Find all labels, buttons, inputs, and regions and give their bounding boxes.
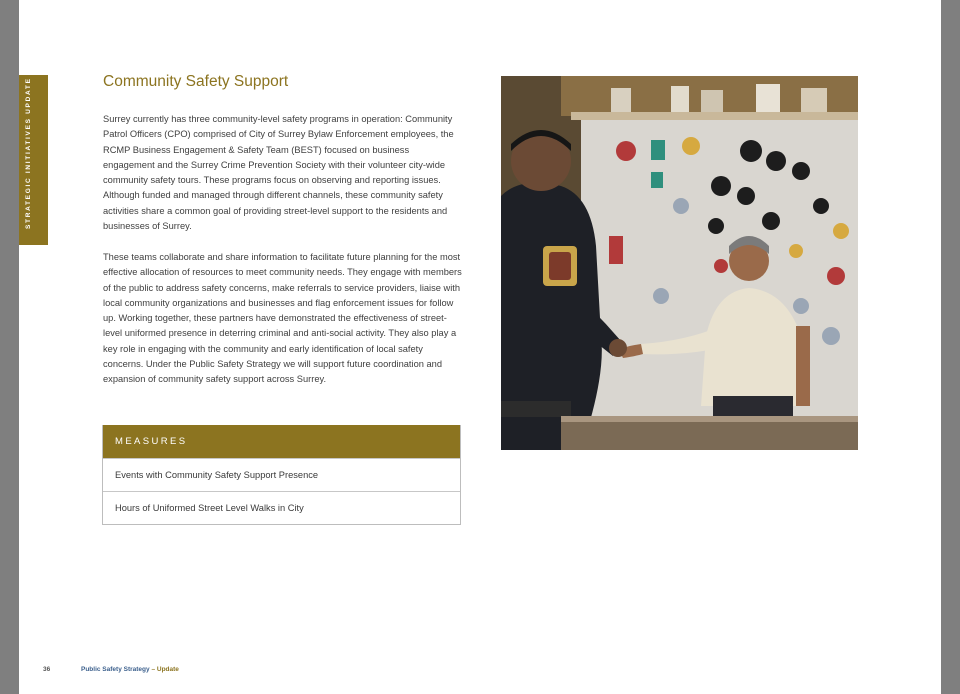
side-tab-label: STRATEGIC INITIATIVES UPDATE	[25, 77, 32, 229]
measures-table	[102, 425, 461, 525]
body-paragraph-1: Surrey currently has three community-level safety programs in operation: Community Patrol Officers (CPO) comprised of City of Surrey Bylaw Enforcement employees, the RCMP Business Engagement & Safety Team (BEST) focused on business engagement and the Surrey Crime Prevention Society with their volunteer city-wide community safety tours. These programs focus on observing and reporting issues. Although funded and managed through different channels, these community safety activities share a common goal of providing street-level support to the residents and businesses of Surrey.	[103, 114, 454, 232]
photo-officer-shopkeeper	[501, 76, 858, 450]
footer-subtitle: Update	[156, 666, 179, 673]
page-number: 36	[43, 666, 51, 673]
section-side-tab	[19, 75, 48, 245]
section-title: Community Safety Support	[103, 73, 289, 90]
body-paragraph-2: These teams collaborate and share information to facilitate future planning for the most effective allocation of resources to meet community needs. They engage with members of the public to address safety concerns, make referrals to service providers, liaise with local community organizations and businesses and flag enforcement issues for follow up. Working together, these partners have demonstrated the effectiveness of street-level uniformed presence in deterring criminal and anti-social activity. They also play a key role in engaging with the community and early identification of local safety concerns. Under the Public Safety Strategy we will support future coordination and expansion of community safety support across Surrey.	[103, 252, 462, 385]
footer-document-title	[81, 666, 179, 673]
footer-separator: –	[149, 666, 157, 673]
photo-illustration	[501, 76, 858, 450]
measure-row: Events with Community Safety Support Presence	[103, 458, 460, 491]
measures-header: MEASURES	[103, 425, 460, 458]
footer-title: Public Safety Strategy	[81, 666, 150, 673]
measure-row: Hours of Uniformed Street Level Walks in City	[103, 491, 460, 524]
document-page	[19, 0, 941, 694]
